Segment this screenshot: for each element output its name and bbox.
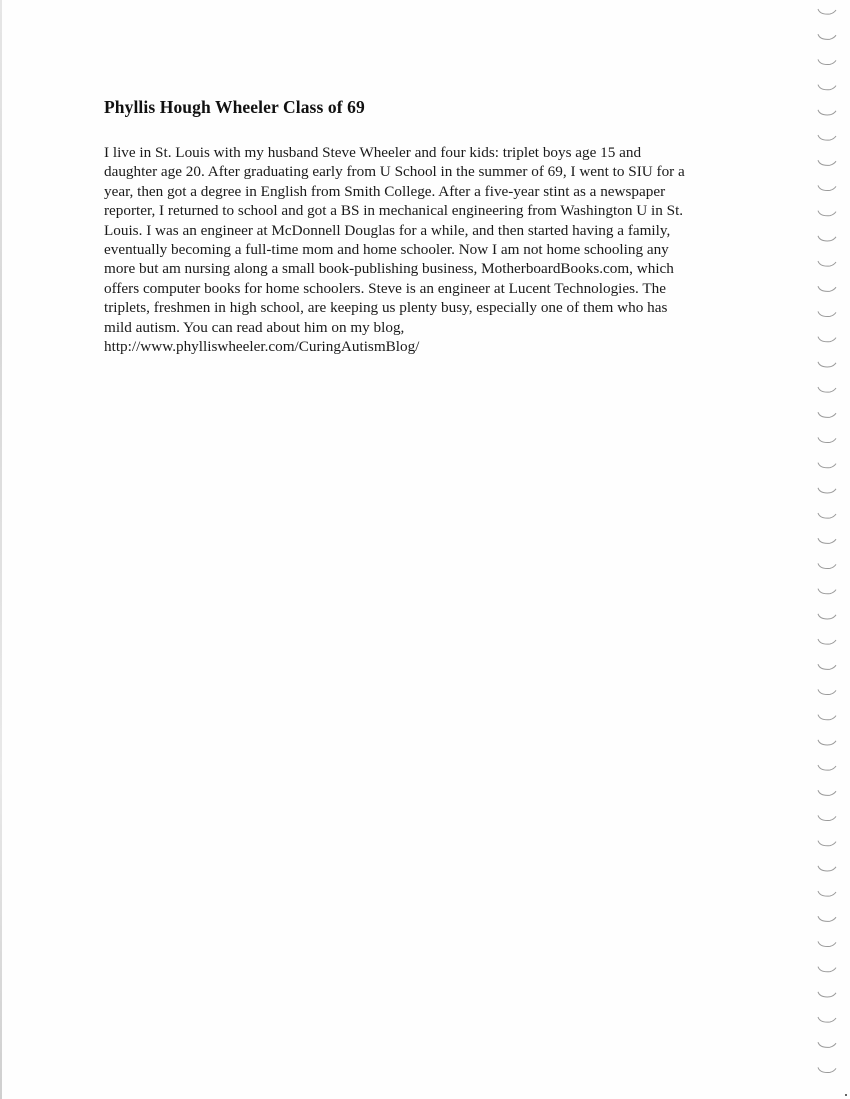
binding-hole-icon xyxy=(818,437,836,442)
binding-hole-icon xyxy=(818,1017,836,1022)
binding-hole-icon xyxy=(818,916,836,921)
binding-hole-icon xyxy=(818,589,836,594)
paragraph-line: more but am nursing along a small book-publishing business, MotherboardBooks.com, which xyxy=(104,260,674,278)
binding-hole-icon xyxy=(818,841,836,846)
binding-hole-icon xyxy=(818,160,836,165)
binding-hole-icon xyxy=(818,211,836,216)
binding-hole-icon xyxy=(818,463,836,468)
paragraph-line: Louis. I was an engineer at McDonnell Douglas for a while, and then started having a family, xyxy=(104,221,671,239)
paragraph-line: I live in St. Louis with my husband Steve Wheeler and four kids: triplet boys age 15 and xyxy=(104,144,642,161)
binding-hole-icon xyxy=(818,639,836,644)
blog-url: http://www.phylliswheeler.com/CuringAutismBlog/ xyxy=(104,338,420,356)
binding-hole-icon xyxy=(818,412,836,417)
binding-hole-icon xyxy=(818,1067,836,1072)
binding-hole-icon xyxy=(818,765,836,770)
binding-hole-icon xyxy=(818,261,836,266)
binding-hole-icon xyxy=(818,740,836,745)
binding-hole-icon xyxy=(818,286,836,291)
binding-hole-icon xyxy=(818,1042,836,1047)
paragraph-line: offers computer books for home schoolers. Steve is an engineer at Lucent Technologies. The xyxy=(104,279,666,297)
binding-hole-icon xyxy=(818,387,836,392)
binding-hole-icon xyxy=(818,85,836,90)
binding-hole-icon xyxy=(818,689,836,694)
binding-hole-icon xyxy=(818,311,836,316)
binding-hole-icon xyxy=(818,815,836,820)
binding-hole-icon xyxy=(818,967,836,972)
binding-hole-icon xyxy=(818,992,836,997)
binding-hole-icon xyxy=(818,185,836,190)
binding-hole-icon xyxy=(818,59,836,64)
scan-speck xyxy=(845,1094,847,1096)
binding-hole-icon xyxy=(818,538,836,543)
spiral-binding-holes xyxy=(814,0,842,1099)
binding-hole-icon xyxy=(818,715,836,720)
page-title: Phyllis Hough Wheeler Class of 69 xyxy=(104,97,365,117)
binding-hole-icon xyxy=(818,362,836,367)
binding-hole-icon xyxy=(818,513,836,518)
binding-hole-icon xyxy=(818,110,836,115)
binding-hole-icon xyxy=(818,337,836,342)
page-left-edge xyxy=(0,0,2,1099)
binding-hole-icon xyxy=(818,34,836,39)
paragraph-line: reporter, I returned to school and got a BS in mechanical engineering from Washington U in St. xyxy=(104,202,684,220)
paragraph-line: mild autism. You can read about him on my blog, xyxy=(104,318,405,336)
binding-hole-icon xyxy=(818,790,836,795)
binding-hole-icon xyxy=(818,664,836,669)
binding-hole-icon xyxy=(818,614,836,619)
binding-hole-icon xyxy=(818,563,836,568)
binding-hole-icon xyxy=(818,9,836,14)
paragraph-line: triplets, freshmen in high school, are keeping us plenty busy, especially one of them who has xyxy=(104,299,668,317)
binding-hole-icon xyxy=(818,236,836,241)
paragraph-line: daughter age 20. After graduating early from U School in the summer of 69, I went to SIU for a xyxy=(104,163,685,181)
spiral-binding-column xyxy=(814,0,842,1099)
binding-hole-icon xyxy=(818,135,836,140)
binding-hole-icon xyxy=(818,488,836,493)
paragraph-line: year, then got a degree in English from Smith College. After a five-year stint as a newspaper xyxy=(104,182,666,200)
paragraph-line: eventually becoming a full-time mom and home schooler. Now I am not home schooling any xyxy=(104,241,669,259)
binding-hole-icon xyxy=(818,866,836,871)
binding-hole-icon xyxy=(818,941,836,946)
body-paragraph xyxy=(104,143,754,356)
binding-hole-icon xyxy=(818,891,836,896)
